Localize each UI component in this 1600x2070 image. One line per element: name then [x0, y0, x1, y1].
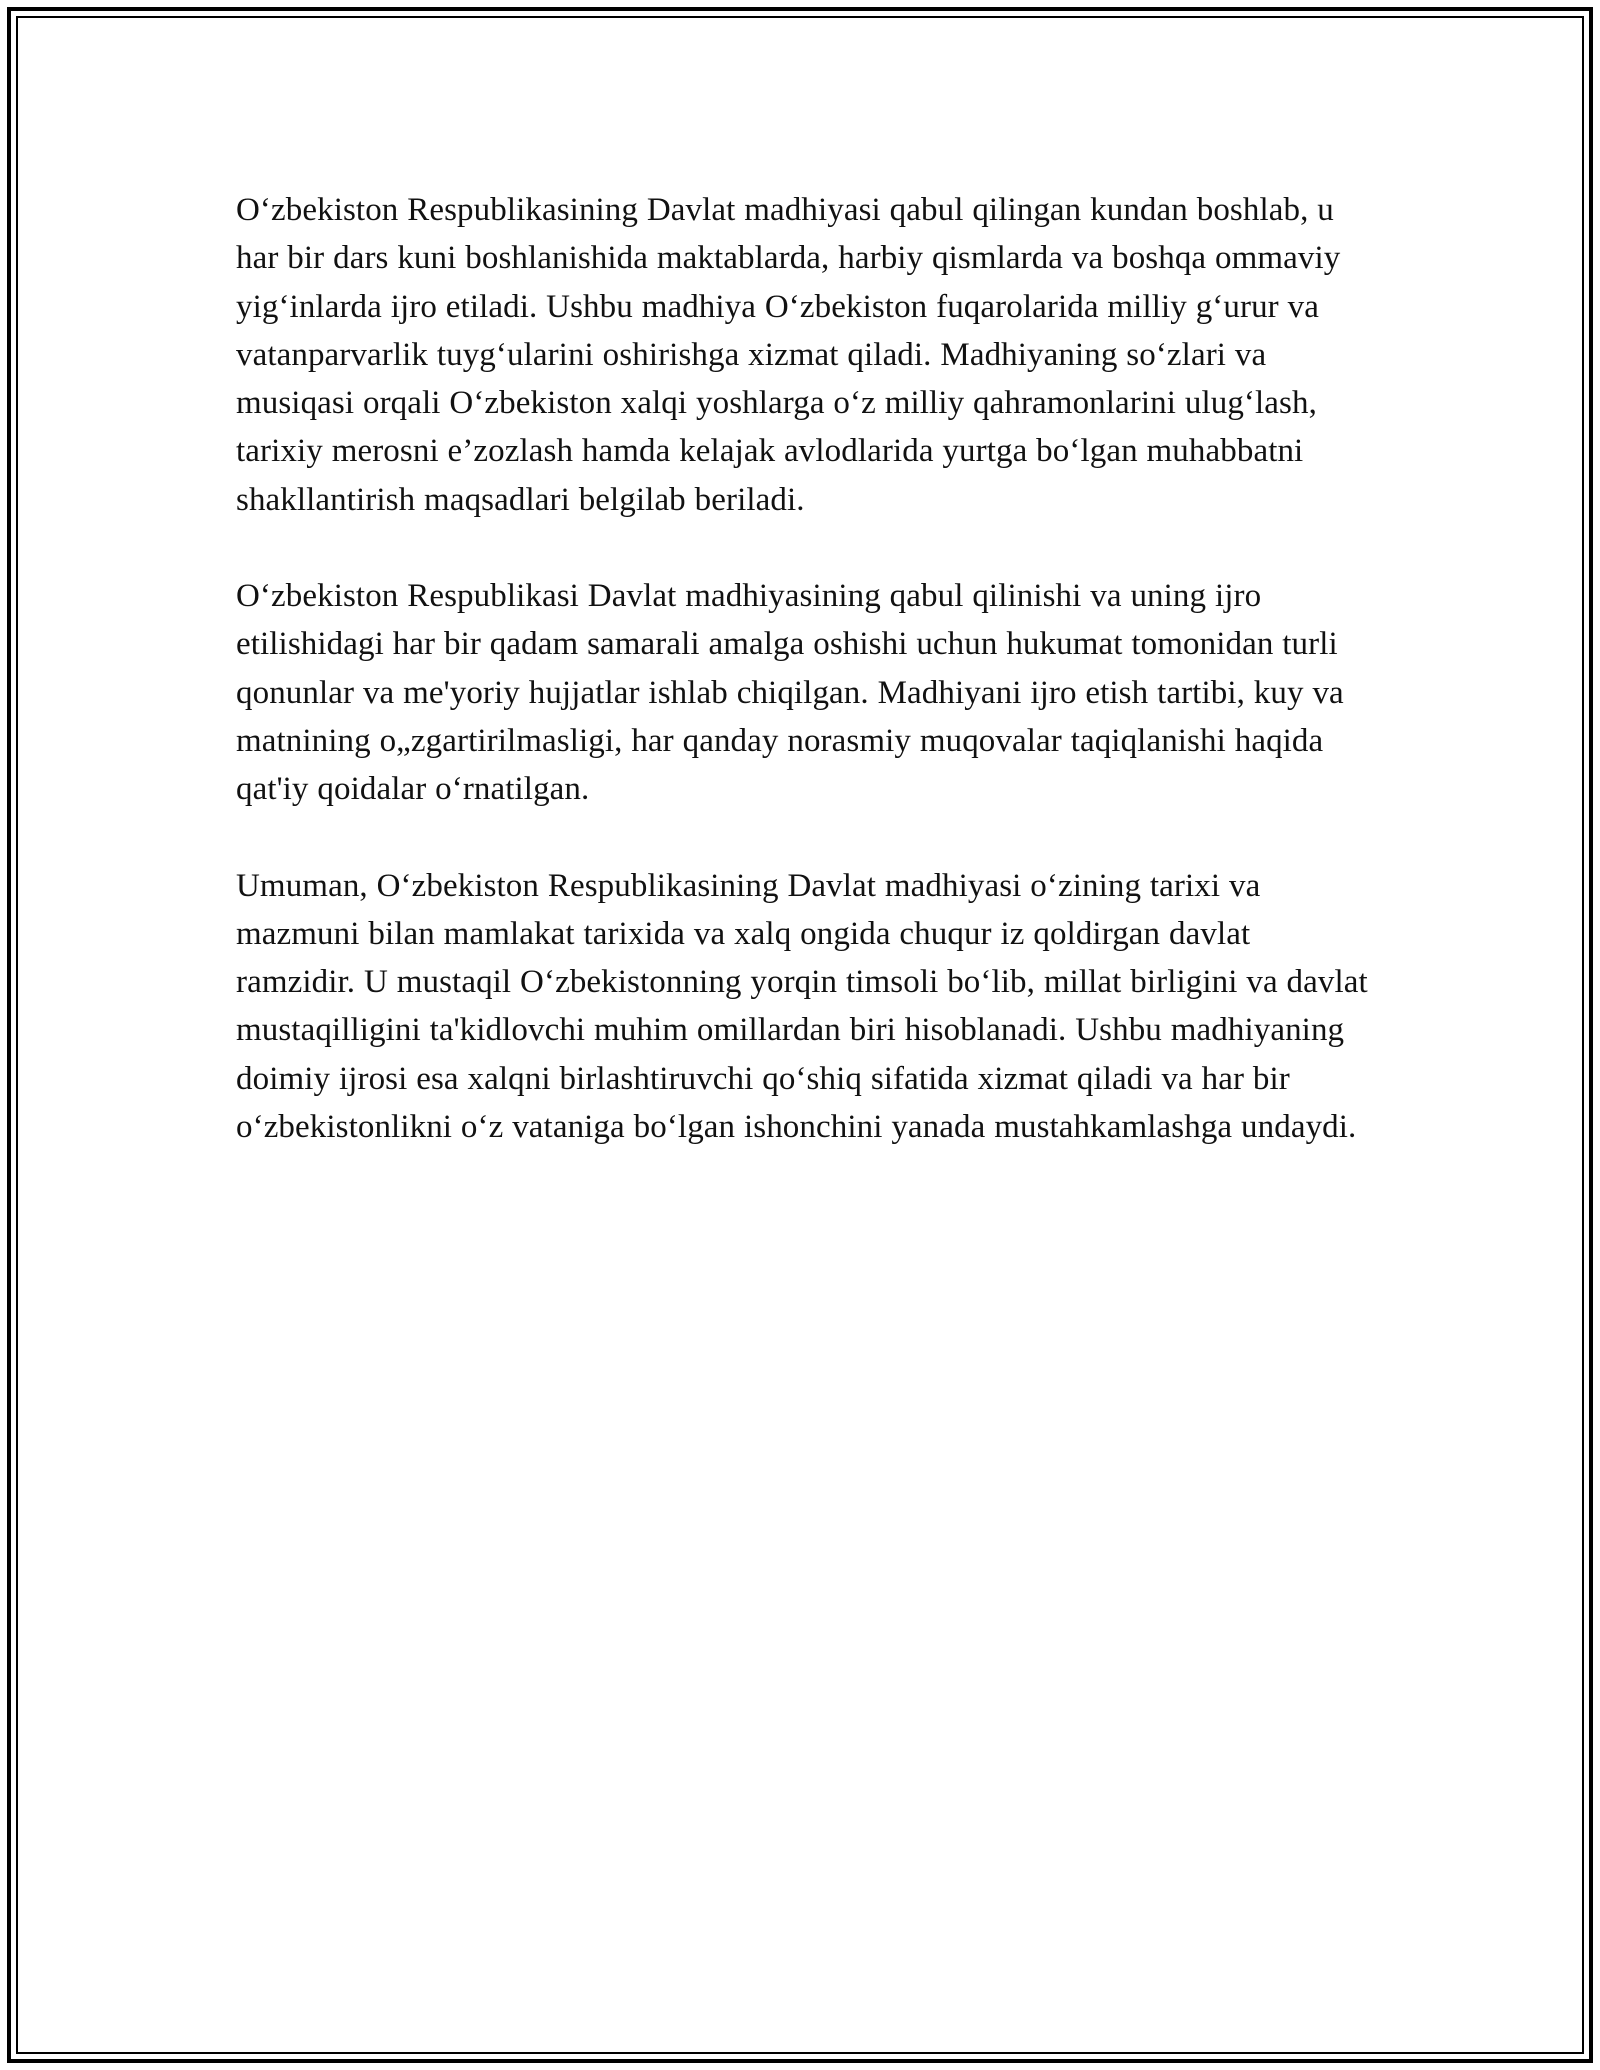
document-body [236, 186, 1376, 1199]
paragraph-3: Umuman, O‘zbekiston Respublikasining Davlat madhiyasi o‘zining tarixi va mazmuni bilan mamlakat tarixida va xalq ongida chuqur iz qoldirgan davlat ramzidir. U mustaqil O‘zbekistonning yorqin timsoli bo‘lib, millat birligini va davlat mustaqilligini ta'kidlovchi muhim omillardan biri hisoblanadi. Ushbu madhiyaning doimiy ijrosi esa xalqni birlashtiruvchi qo‘shiq sifatida xizmat qiladi va har bir o‘zbekistonlikni o‘z vataniga bo‘lgan ishonchini yanada mustahkamlashga undaydi. [236, 867, 1368, 1146]
paragraph-1: O‘zbekiston Respublikasining Davlat madhiyasi qabul qilingan kundan boshlab, u har bir dars kuni boshlanishida maktablarda, harbiy qismlarda va boshqa ommaviy yig‘inlarda ijro etiladi. Ushbu madhiya O‘zbekiston fuqarolarida milliy g‘urur va vatanparvarlik tuyg‘ularini oshirishga xizmat qiladi. Madhiyaning so‘zlari va musiqasi orqali O‘zbekiston xalqi yoshlarga o‘z milliy qahramonlarini ulug‘lash, tarixiy merosni e’zozlash hamda kelajak avlodlarida yurtga bo‘lgan muhabbatni shakllantirish maqsadlari belgilab beriladi. [236, 192, 1341, 518]
paragraph-2: O‘zbekiston Respublikasi Davlat madhiyasining qabul qilinishi va uning ijro etilishidagi har bir qadam samarali amalga oshishi uchun hukumat tomonidan turli qonunlar va me'yoriy hujjatlar ishlab chiqilgan. Madhiyani ijro etish tartibi, kuy va matnining o„zgartirilmasligi, har qanday norasmiy muqovalar taqiqlanishi haqida qat'iy qoidalar o‘rnatilgan. [236, 578, 1344, 808]
